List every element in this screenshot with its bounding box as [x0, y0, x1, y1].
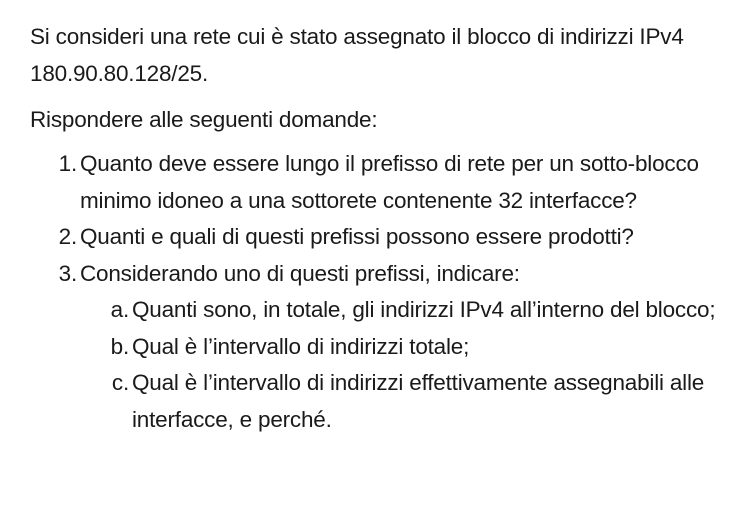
question-number: 3.: [58, 260, 77, 286]
question-item-2: [30, 219, 720, 256]
subquestion-item-a: [30, 292, 720, 329]
subquestion-letter: c.: [111, 370, 129, 395]
subquestion-letter: a.: [110, 297, 129, 322]
subquestion-text: Qual è l’intervallo di indirizzi effettivamente assegnabili alle interfacce, e perché.: [132, 370, 705, 432]
subquestion-text: Qual è l’intervallo di indirizzi totale;: [132, 333, 470, 359]
subquestion-item-b: [30, 329, 720, 366]
question-text: Quanto deve essere lungo il prefisso di rete per un sotto-blocco minimo idoneo a una sottorete contenente 32 interfacce?: [80, 151, 699, 213]
question-number: 1.: [58, 151, 77, 176]
question-number: 2.: [58, 224, 77, 249]
subquestion-item-c: [30, 365, 720, 438]
document-body: [30, 18, 720, 438]
question-list: [30, 146, 720, 438]
instruction-paragraph: Rispondere alle seguenti domande:: [30, 107, 378, 132]
question-item-3: [30, 256, 720, 293]
subquestion-letter: b.: [110, 333, 129, 359]
subquestion-text: Quanti sono, in totale, gli indirizzi IPv4 all’interno del blocco;: [132, 297, 716, 322]
question-text: Considerando uno di questi prefissi, indicare:: [80, 260, 520, 286]
question-item-1: [30, 146, 720, 219]
intro-paragraph: Si consideri una rete cui è stato assegnato il blocco di indirizzi IPv4 180.90.80.128/25.: [30, 24, 684, 86]
question-text: Quanti e quali di questi prefissi possono essere prodotti?: [80, 224, 634, 249]
